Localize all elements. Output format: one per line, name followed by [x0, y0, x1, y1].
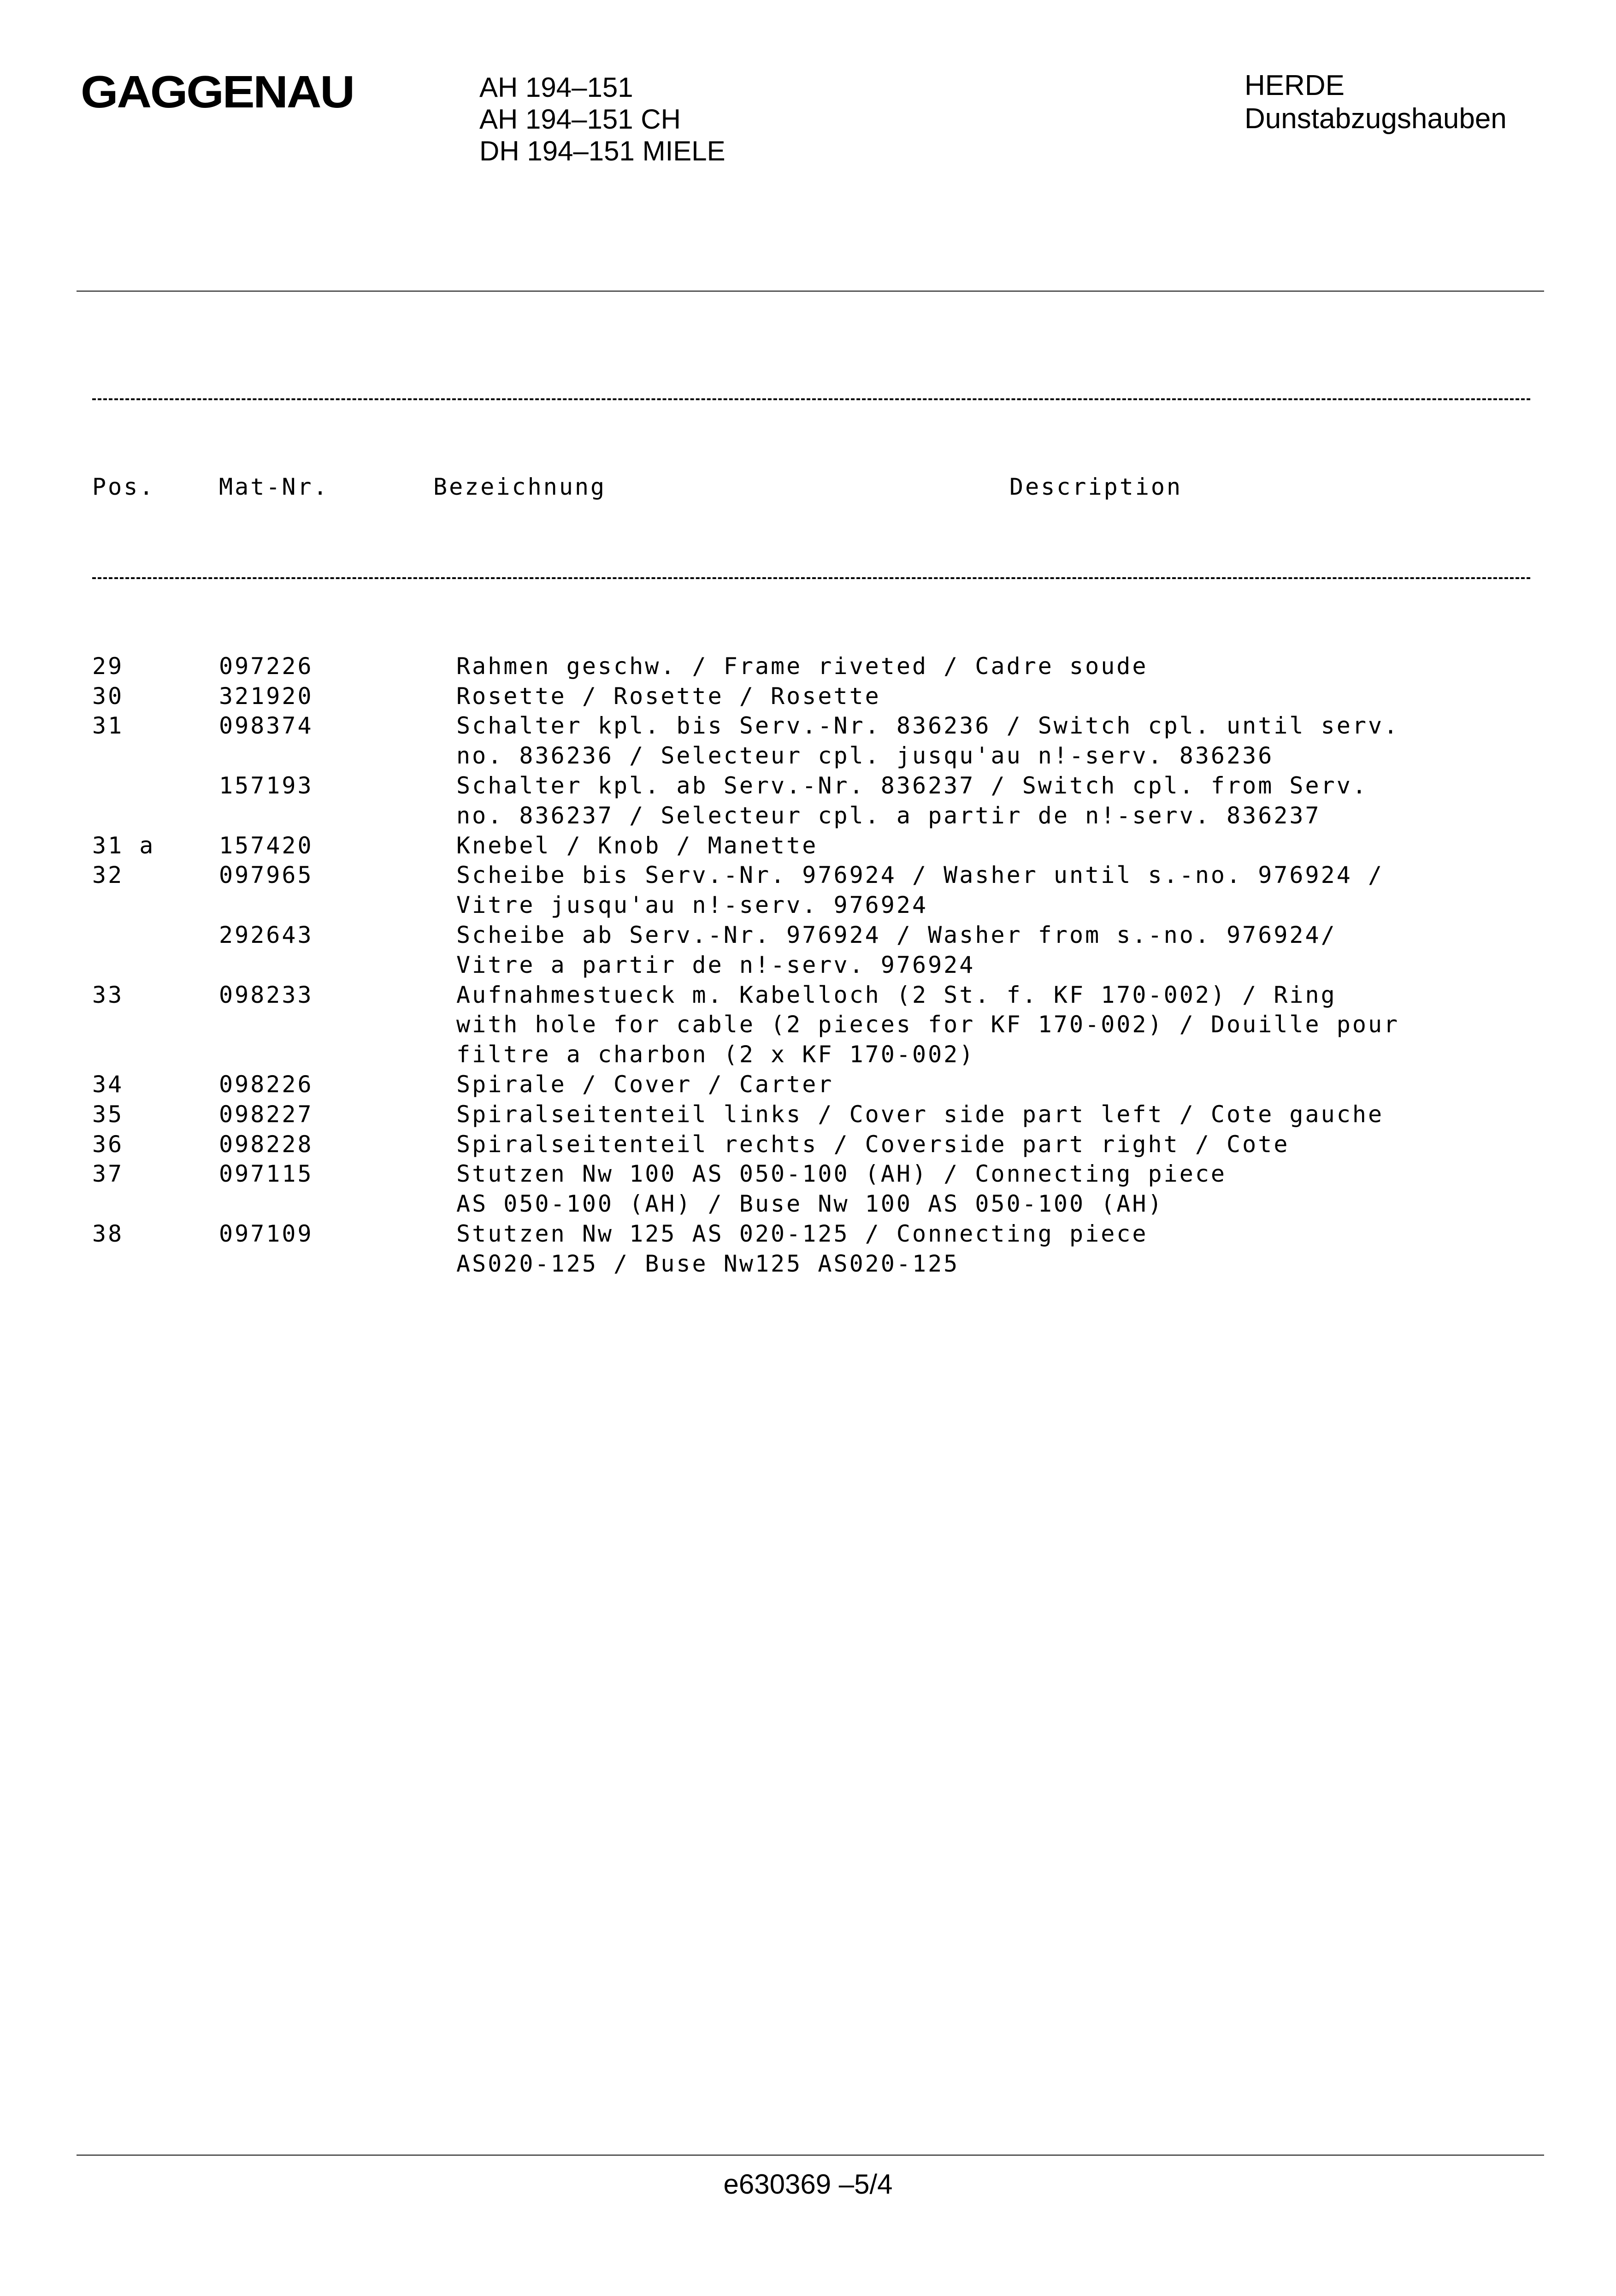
- model-number: DH 194–151 MIELE: [479, 136, 725, 166]
- part-description: no. 836237 / Selecteur cpl. a partir de n!-serv. 836237: [456, 802, 1321, 829]
- material-number: 098228: [219, 1130, 313, 1158]
- table-row: [92, 681, 1530, 711]
- table-row-continuation: [92, 1189, 1530, 1219]
- part-description: no. 836236 / Selecteur cpl. jusqu'au n!-serv. 836236: [456, 742, 1274, 769]
- position-number: 38: [92, 1220, 124, 1247]
- material-number: 292643: [219, 921, 313, 948]
- table-row: [92, 831, 1530, 861]
- table-body: [92, 651, 1530, 1279]
- table-row-continuation: [92, 890, 1530, 920]
- model-number: AH 194–151 CH: [479, 104, 681, 135]
- parts-table: [92, 323, 1530, 1308]
- table-row: [92, 1159, 1530, 1189]
- part-description: Knebel / Knob / Manette: [456, 832, 818, 859]
- material-number: 321920: [219, 682, 313, 710]
- column-header-bezeichnung: Bezeichnung: [433, 473, 607, 500]
- part-description: Stutzen Nw 100 AS 050-100 (AH) / Connecting piece: [456, 1160, 1227, 1188]
- part-description: filtre a charbon (2 x KF 170-002): [456, 1041, 975, 1068]
- material-number: 097226: [219, 652, 313, 680]
- position-number: 37: [92, 1160, 124, 1188]
- material-number: 097109: [219, 1220, 313, 1247]
- table-row-continuation: [92, 1010, 1530, 1040]
- material-number: 097115: [219, 1160, 313, 1188]
- table-row: [92, 651, 1530, 681]
- table-row: [92, 1070, 1530, 1100]
- position-number: 35: [92, 1101, 124, 1128]
- table-row: [92, 1130, 1530, 1160]
- part-description: Spirale / Cover / Carter: [456, 1071, 834, 1098]
- material-number: 097965: [219, 862, 313, 889]
- footer-divider: [77, 2154, 1544, 2156]
- part-description: Vitre jusqu'au n!-serv. 976924: [456, 892, 928, 919]
- dashed-rule: [92, 562, 1530, 592]
- part-description: Rahmen geschw. / Frame riveted / Cadre soude: [456, 652, 1148, 680]
- category-title: HERDE: [1244, 70, 1345, 101]
- header-divider: [77, 290, 1544, 292]
- material-number: 098233: [219, 981, 313, 1008]
- part-description: Spiralseitenteil links / Cover side part left / Cote gauche: [456, 1101, 1384, 1128]
- material-number: 098374: [219, 712, 313, 740]
- part-description: with hole for cable (2 pieces for KF 170-002) / Douille pour: [456, 1011, 1400, 1038]
- part-description: Rosette / Rosette / Rosette: [456, 682, 881, 710]
- part-description: Stutzen Nw 125 AS 020-125 / Connecting piece: [456, 1220, 1148, 1247]
- brand-logo: GAGGENAU: [81, 66, 354, 117]
- dashed-rule: [92, 383, 1530, 413]
- position-number: 29: [92, 652, 124, 680]
- position-number: 33: [92, 981, 124, 1008]
- table-row-continuation: [92, 741, 1530, 771]
- part-description: Scheibe ab Serv.-Nr. 976924 / Washer from s.-no. 976924/: [456, 921, 1337, 948]
- table-row: [92, 980, 1530, 1010]
- table-row-continuation: [92, 1040, 1530, 1070]
- part-description: AS020-125 / Buse Nw125 AS020-125: [456, 1250, 960, 1277]
- part-description: Schalter kpl. ab Serv.-Nr. 836237 / Switch cpl. from Serv.: [456, 772, 1368, 799]
- position-number: 36: [92, 1130, 124, 1158]
- document-code: e630369 –5/4: [723, 2169, 893, 2200]
- column-header-pos: Pos.: [92, 473, 155, 500]
- table-row: [92, 1100, 1530, 1130]
- material-number: 157193: [219, 772, 313, 799]
- table-row: [92, 920, 1530, 950]
- part-description: Scheibe bis Serv.-Nr. 976924 / Washer until s.-no. 976924 /: [456, 862, 1384, 889]
- category-subtitle: Dunstabzugshauben: [1244, 103, 1507, 135]
- table-row: [92, 711, 1530, 741]
- position-number: 31 a: [92, 832, 155, 859]
- table-row: [92, 860, 1530, 890]
- material-number: 098226: [219, 1071, 313, 1098]
- position-number: 32: [92, 862, 124, 889]
- part-description: Aufnahmestueck m. Kabelloch (2 St. f. KF 170-002) / Ring: [456, 981, 1337, 1008]
- position-number: 30: [92, 682, 124, 710]
- part-description: Vitre a partir de n!-serv. 976924: [456, 951, 975, 978]
- table-row: [92, 771, 1530, 801]
- table-row-continuation: [92, 950, 1530, 980]
- model-list: [479, 71, 725, 167]
- position-number: 34: [92, 1071, 124, 1098]
- category-block: [1244, 69, 1507, 136]
- material-number: 157420: [219, 832, 313, 859]
- part-description: Spiralseitenteil rechts / Coverside part right / Cote: [456, 1130, 1290, 1158]
- material-number: 098227: [219, 1101, 313, 1128]
- part-description: Schalter kpl. bis Serv.-Nr. 836236 / Switch cpl. until serv.: [456, 712, 1400, 740]
- table-row-continuation: [92, 1249, 1530, 1279]
- column-header-mat-nr: Mat-Nr.: [219, 473, 329, 500]
- table-row-continuation: [92, 801, 1530, 831]
- table-header-row: [92, 472, 1530, 502]
- part-description: AS 050-100 (AH) / Buse Nw 100 AS 050-100 (AH): [456, 1190, 1164, 1218]
- column-header-description: Description: [1009, 473, 1183, 500]
- table-row: [92, 1219, 1530, 1249]
- model-number: AH 194–151: [479, 72, 633, 103]
- position-number: 31: [92, 712, 124, 740]
